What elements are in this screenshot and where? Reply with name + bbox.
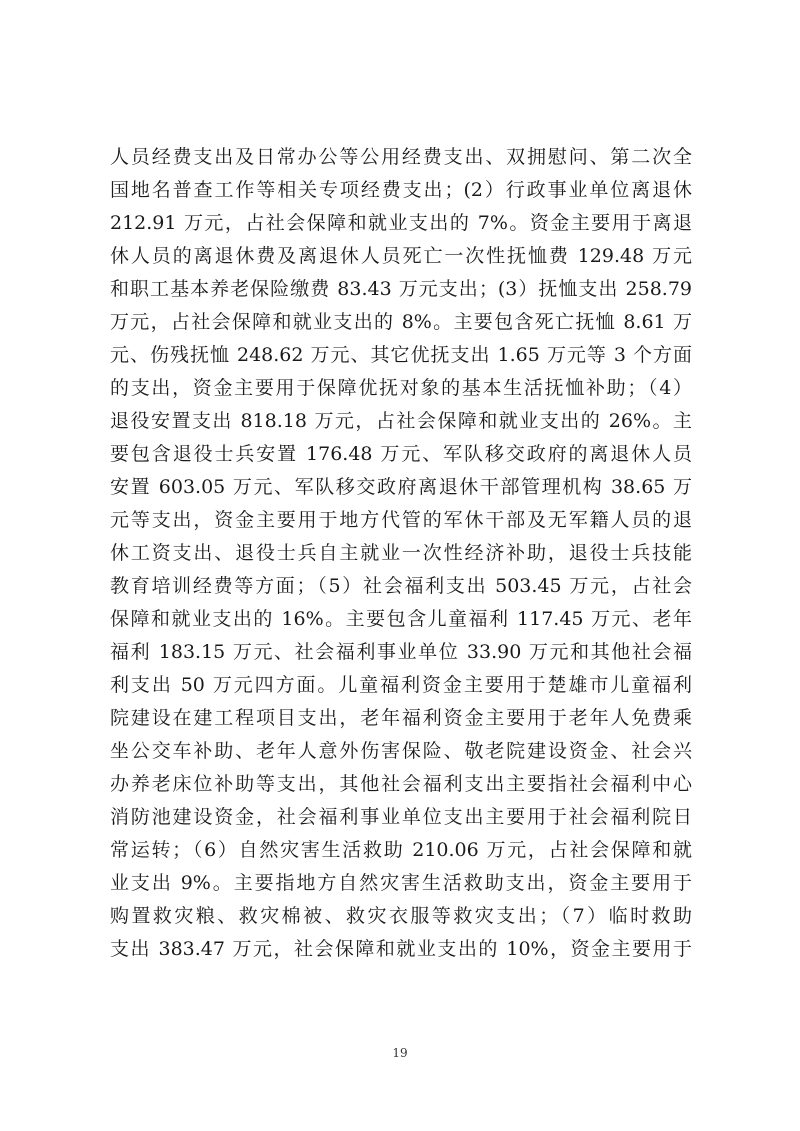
text-line: 万元，占社会保障和就业支出的 8%。主要包含死亡抚恤 8.61 万 xyxy=(110,311,692,333)
text-line: 的支出，资金主要用于保障优抚对象的基本生活抚恤补助；（4） xyxy=(110,377,692,399)
text-line: 支出 383.47 万元，社会保障和就业支出的 10%，资金主要用于 xyxy=(110,938,692,960)
text-line: 元等支出，资金主要用于地方代管的军休干部及无军籍人员的退 xyxy=(110,509,692,531)
text-line: 元、伤残抚恤 248.62 万元、其它优抚支出 1.65 万元等 3 个方面 xyxy=(110,344,692,366)
text-line: 212.91 万元，占社会保障和就业支出的 7%。资金主要用于离退 xyxy=(110,212,692,234)
text-line: 院建设在建工程项目支出，老年福利资金主要用于老年人免费乘 xyxy=(110,707,692,729)
text-line: 教育培训经费等方面；（5）社会福利支出 503.45 万元，占社会 xyxy=(110,575,692,597)
text-line: 常运转；（6）自然灾害生活救助 210.06 万元，占社会保障和就 xyxy=(110,839,692,861)
text-line: 业支出 9%。主要指地方自然灾害生活救助支出，资金主要用于 xyxy=(110,872,692,894)
text-line: 办养老床位补助等支出，其他社会福利支出主要指社会福利中心 xyxy=(110,773,692,795)
text-line: 消防池建设资金，社会福利事业单位支出主要用于社会福利院日 xyxy=(110,806,692,828)
text-line: 保障和就业支出的 16%。主要包含儿童福利 117.45 万元、老年 xyxy=(110,608,692,630)
text-line: 和职工基本养老保险缴费 83.43 万元支出；(3）抚恤支出 258.79 xyxy=(110,278,692,300)
text-line: 安置 603.05 万元、军队移交政府离退休干部管理机构 38.65 万 xyxy=(110,476,692,498)
text-line: 国地名普查工作等相关专项经费支出；(2）行政事业单位离退休 xyxy=(110,179,692,201)
text-line: 利支出 50 万元四方面。儿童福利资金主要用于楚雄市儿童福利 xyxy=(110,674,692,696)
text-line: 休工资支出、退役士兵自主就业一次性经济补助，退役士兵技能 xyxy=(110,542,692,564)
text-line: 要包含退役士兵安置 176.48 万元、军队移交政府的离退休人员 xyxy=(110,443,692,465)
text-line: 购置救灾粮、救灾棉被、救灾衣服等救灾支出；（7）临时救助 xyxy=(110,905,692,927)
text-line: 退役安置支出 818.18 万元，占社会保障和就业支出的 26%。主 xyxy=(110,410,692,432)
text-line: 人员经费支出及日常办公等公用经费支出、双拥慰问、第二次全 xyxy=(110,146,692,168)
body-paragraph xyxy=(110,141,692,966)
text-line: 休人员的离退休费及离退休人员死亡一次性抚恤费 129.48 万元 xyxy=(110,245,692,267)
text-line: 坐公交车补助、老年人意外伤害保险、敬老院建设资金、社会兴 xyxy=(110,740,692,762)
text-line: 福利 183.15 万元、社会福利事业单位 33.90 万元和其他社会福 xyxy=(110,641,692,663)
page-number: 19 xyxy=(392,1046,408,1060)
